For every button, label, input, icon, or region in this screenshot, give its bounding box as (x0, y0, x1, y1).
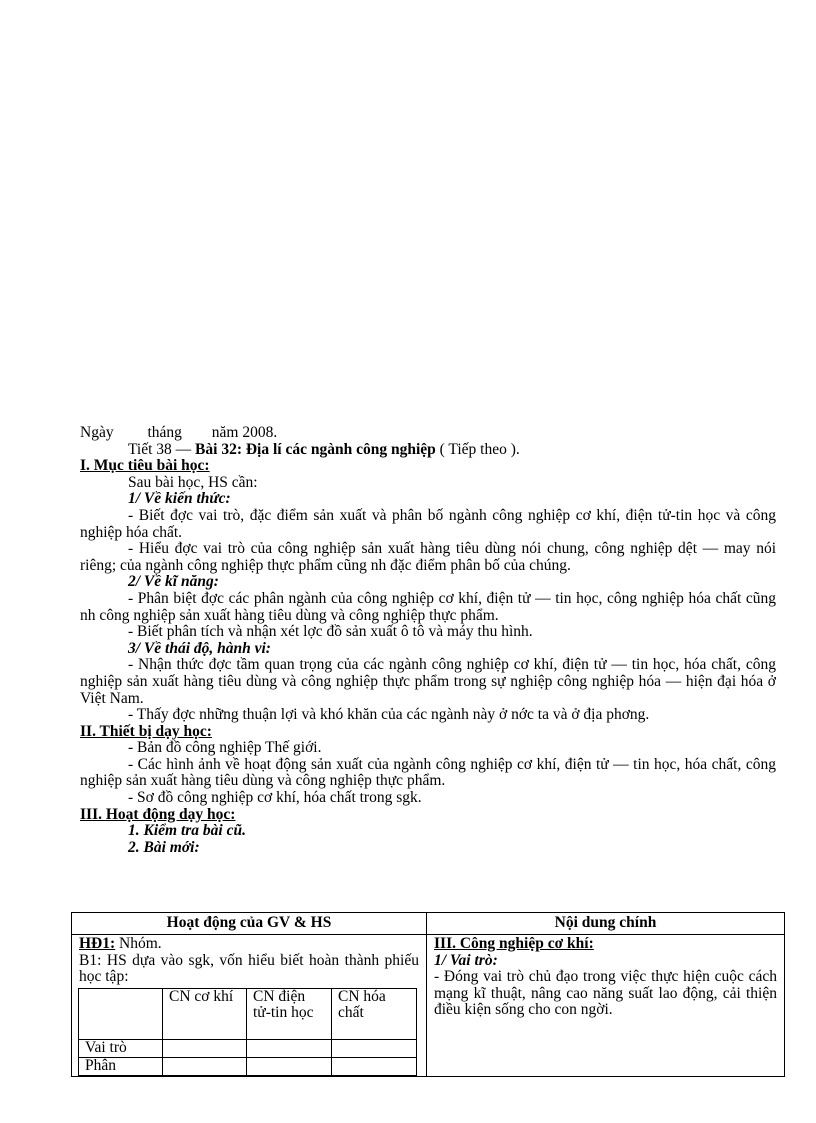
lesson-plan-document (80, 425, 776, 856)
knowledge-point-1: - Biết đợc vai trò, đặc điểm sản xuất và phân bố ngành công nghiệp cơ khí, điện tử-tin học và công nghiệp hóa chất. (80, 506, 776, 541)
worksheet-header-mechanical: CN cơ khí (163, 988, 247, 1039)
table-row (79, 1057, 417, 1075)
section-objectives-title: I. Mục tiêu bài học: (80, 457, 210, 475)
worksheet-cell (247, 1039, 332, 1057)
activity-b1: B1: HS dựa vào sgk, vốn hiểu biết hoàn thành phiếu học tập: (79, 951, 419, 986)
worksheet-header-electronics: CN điện tử-tin học (247, 988, 332, 1039)
attitude-title: 3/ Về thái độ, hành vi: (128, 639, 271, 657)
worksheet-row-label: Vai trò (79, 1039, 163, 1057)
content-sub-title: 1/ Vai trò: (434, 951, 498, 969)
date-day-label: Ngày (80, 424, 114, 441)
worksheet-cell (247, 1057, 332, 1075)
objectives-intro: Sau bài học, HS cần: (128, 473, 258, 491)
worksheet-row-label: Phân (79, 1057, 163, 1075)
table-header-activities: Hoạt động của GV & HS (72, 913, 427, 935)
activity-step-1: 1. Kiểm tra bài cũ. (128, 822, 246, 840)
content-cell (427, 935, 785, 1077)
activity-hd1 (79, 936, 419, 953)
content-section-title: III. Công nghiệp cơ khí: (434, 935, 594, 952)
worksheet-cell (332, 1039, 417, 1057)
activities-cell (72, 935, 427, 1077)
worksheet-corner-cell (79, 988, 163, 1039)
activity-hd1-label: HĐ1: (79, 935, 116, 952)
table-row (79, 1039, 417, 1057)
knowledge-point-2: - Hiểu đợc vai trò của công nghiệp sản xuất hàng tiêu dùng nói chung, công nghiệp dệt — may nói riêng; của ngành công nghiệp thực phẩm cũng nh đặc điểm phân bố của chúng. (80, 540, 776, 574)
worksheet-header-chemical: CN hóa chất (332, 988, 417, 1039)
worksheet-cell (163, 1039, 247, 1057)
attitude-point-1: - Nhận thức đợc tầm quan trọng của các ngành công nghiệp cơ khí, điện tử — tin học, hóa chất, công nghiệp sản xuất hàng tiêu dùng và công nghiệp thực phẩm trong sự nghiệp công nghiệp hóa — hiện đại hóa ở Việt Nam. (80, 656, 776, 707)
skills-title: 2/ Về kĩ năng: (128, 573, 219, 591)
skills-point-1: - Phân biệt đợc các phân ngành của công nghiệp cơ khí, điện tử — tin học, công nghiệp hóa chất cũng nh công nghiệp sản xuất hàng tiêu dùng và công nghiệp thực phẩm. (80, 589, 776, 624)
content-text: - Đóng vai trò chủ đạo trong việc thực hiện cuộc cách mạng kĩ thuật, nâng cao năng suất lao động, cải thiện điều kiện sống cho con ngời. (434, 968, 777, 1019)
date-year-label: năm 2008. (211, 424, 278, 441)
worksheet-cell (332, 1057, 417, 1075)
activity-step-2: 2. Bài mới: (128, 838, 200, 856)
worksheet-cell (163, 1057, 247, 1075)
lesson-number: Tiết 38 — (128, 440, 196, 458)
equipment-item-3: - Sơ đồ công nghiệp cơ khí, hóa chất trong sgk. (128, 789, 422, 807)
date-line (80, 425, 776, 442)
equipment-item-1: - Bản đồ công nghiệp Thế giới. (128, 739, 322, 757)
lesson-suffix: ( Tiếp theo ). (435, 440, 520, 458)
activities-table (71, 912, 785, 1077)
table-header-content: Nội dung chính (427, 913, 785, 935)
section-equipment-title: II. Thiết bị dạy học: (80, 722, 212, 740)
lesson-heading (80, 442, 776, 459)
section-activities-title: III. Hoạt động dạy học: (80, 805, 236, 823)
activity-hd1-text: Nhóm. (115, 935, 162, 952)
lesson-title: Bài 32: Địa lí các ngành công nghiệp (195, 440, 436, 458)
worksheet-table (78, 988, 417, 1076)
knowledge-title: 1/ Về kiến thức: (128, 490, 231, 508)
date-month-label: tháng (147, 424, 182, 441)
equipment-item-2: - Các hình ảnh về hoạt động sản xuất của ngành công nghiệp cơ khí, điện tử — tin học, hóa chất, công nghiệp sản xuất hàng tiêu dùng và công nghiệp thực phẩm. (80, 755, 776, 790)
skills-point-2: - Biết phân tích và nhận xét lợc đồ sản xuất ô tô và máy thu hình. (128, 623, 533, 641)
attitude-point-2: - Thấy đợc những thuận lợi và khó khăn của các ngành này ở nớc ta và ở địa phơng. (128, 706, 650, 724)
